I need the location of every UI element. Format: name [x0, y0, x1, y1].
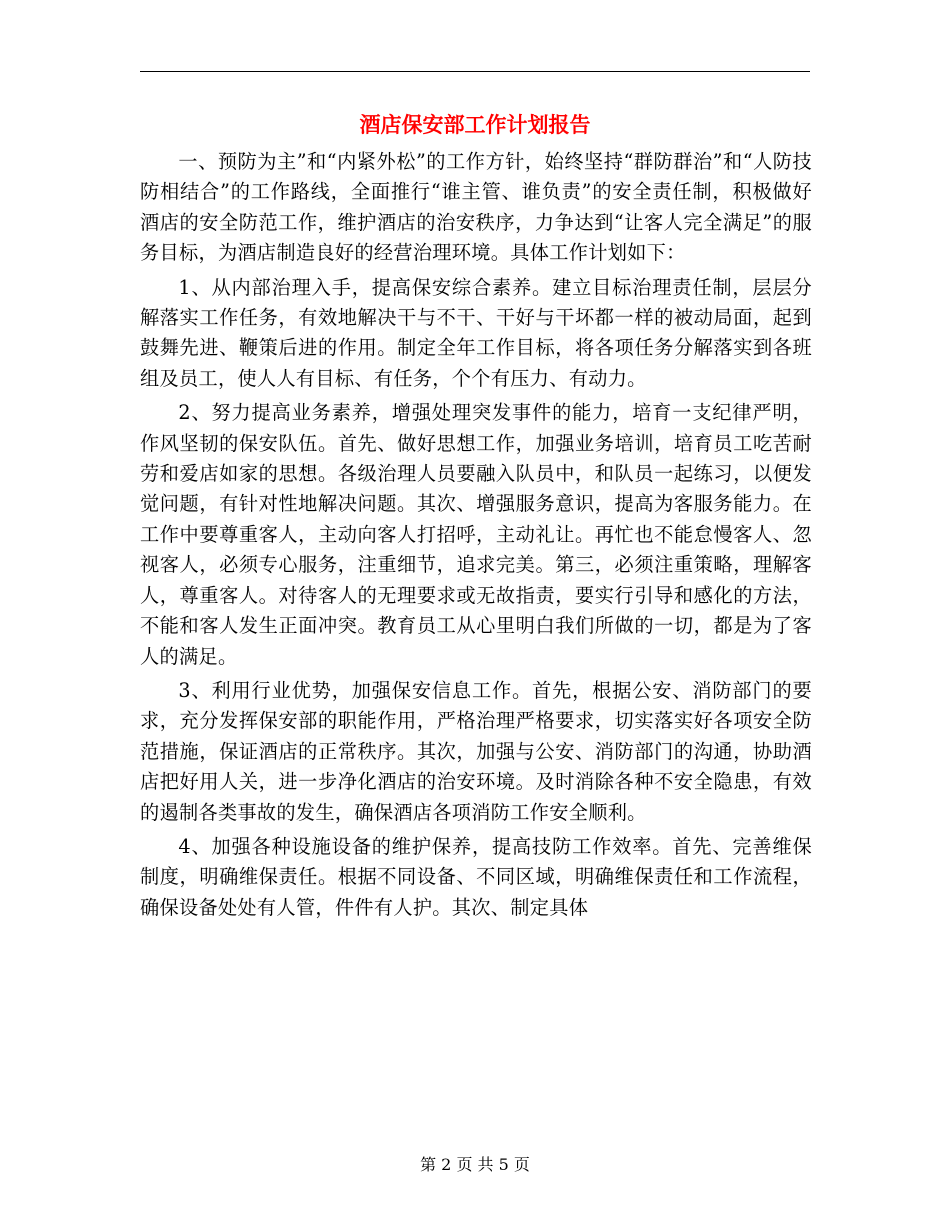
header-rule: [140, 71, 810, 72]
paragraph-item-2: 2、努力提高业务素养，增强处理突发事件的能力，培育一支纪律严明，作风坚韧的保安队伍。首先、做好思想工作，加强业务培训，培育员工吃苦耐劳和爱店如家的思想。各级治理人员要融入队员中，和队员一起练习，以便发觉问题，有针对性地解决问题。其次、增强服务意识，提高为客服务能力。在工作中要尊重客人，主动向客人打招呼，主动礼让。再忙也不能怠慢客人、忽视客人，必须专心服务，注重细节，追求完美。第三，必须注重策略，理解客人，尊重客人。对待客人的无理要求或无故指责，要实行引导和感化的方法，不能和客人发生正面冲突。教育员工从心里明白我们所做的一切，都是为了客人的满足。: [140, 401, 812, 668]
paragraph-item-1: 1、从内部治理入手，提高保安综合素养。建立目标治理责任制，层层分解落实工作任务，有效地解决干与不干、干好与干坏都一样的被动局面，起到鼓舞先进、鞭策后进的作用。制定全年工作目标，将各项任务分解落实到各班组及员工，使人人有目标、有任务，个个有压力、有动力。: [140, 275, 812, 390]
document-body: [140, 147, 812, 927]
document-title: 酒店保安部工作计划报告: [359, 112, 591, 137]
paragraph-item-3: 3、利用行业优势，加强保安信息工作。首先，根据公安、消防部门的要求，充分发挥保安部的职能作用，严格治理严格要求，切实落实好各项安全防范措施，保证酒店的正常秩序。其次，加强与公安、消防部门的沟通，协助酒店把好用人关，进一步净化酒店的治安环境。及时消除各种不安全隐患，有效的遏制各类事故的发生，确保酒店各项消防工作安全顺利。: [140, 678, 812, 824]
paragraph-item-4: 4、加强各种设施设备的维护保养，提高技防工作效率。首先、完善维保制度，明确维保责任。根据不同设备、不同区域，明确维保责任和工作流程，确保设备处处有人管，件件有人护。其次、制定具体: [140, 834, 812, 919]
page-number: 第 2 页 共 5 页: [420, 1155, 530, 1174]
paragraph-intro: 一、预防为主”和“内紧外松”的工作方针，始终坚持“群防群治”和“人防技防相结合”的工作路线，全面推行“谁主管、谁负责”的安全责任制，积极做好酒店的安全防范工作，维护酒店的治安秩序，力争达到“让客人完全满足”的服务目标，为酒店制造良好的经营治理环境。具体工作计划如下：: [140, 150, 812, 265]
